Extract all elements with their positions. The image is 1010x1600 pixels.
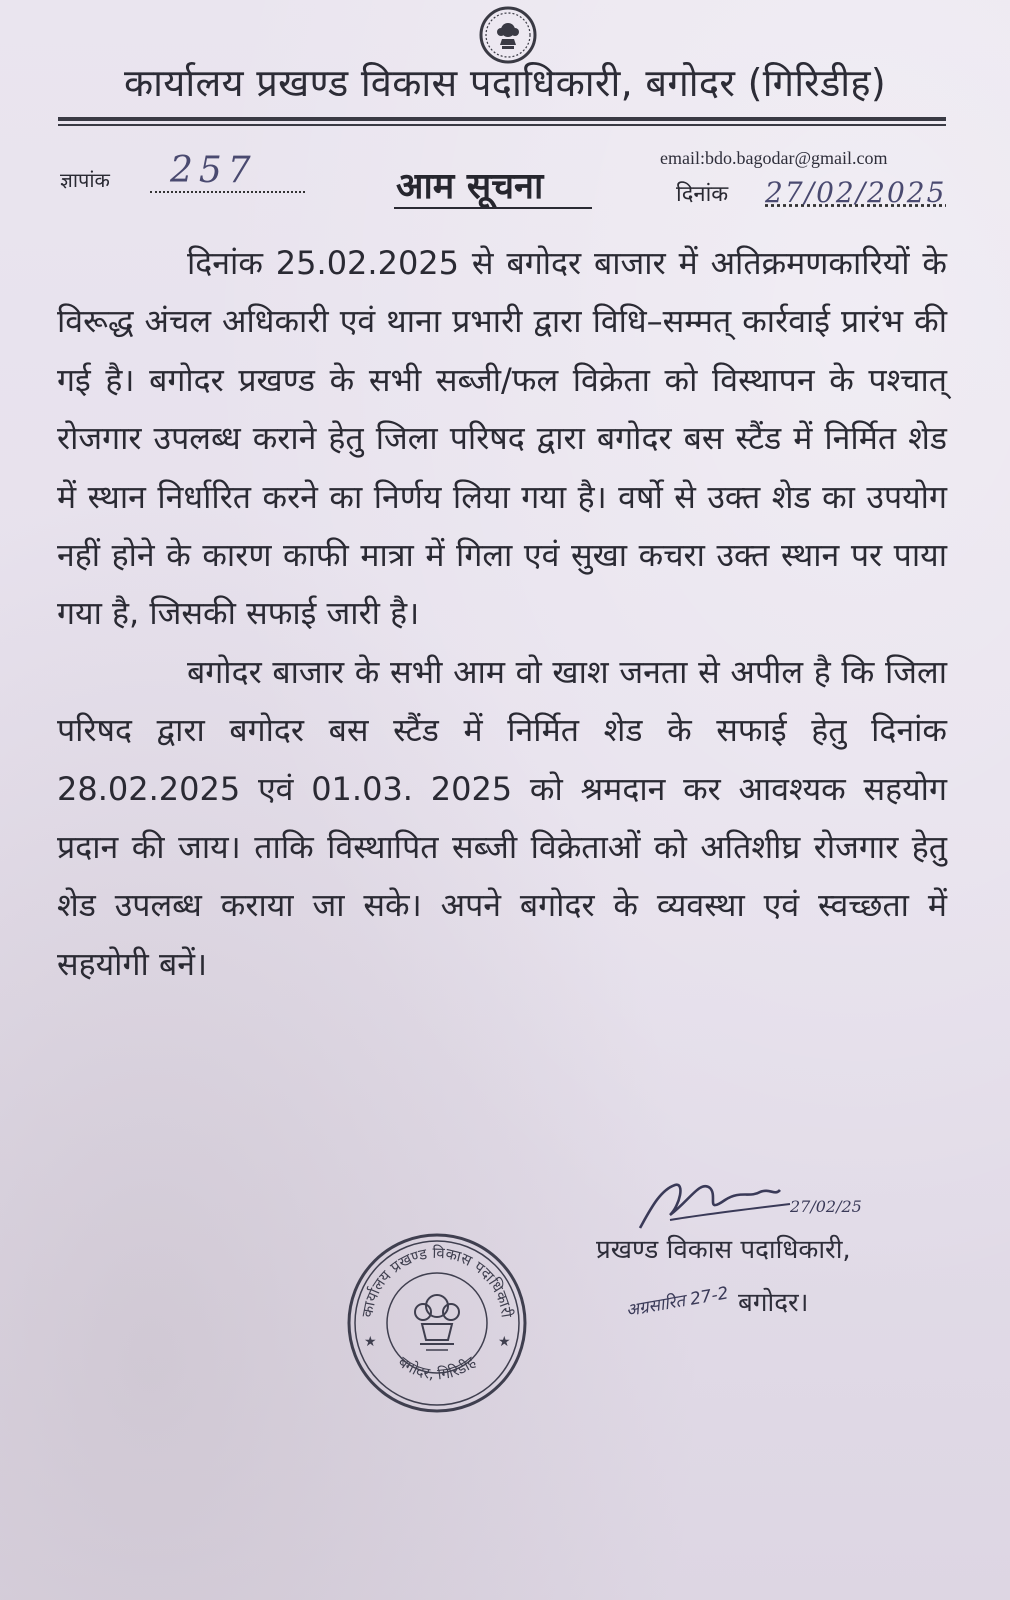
designation-place: बगोदर। xyxy=(738,1288,809,1318)
stamp-text-top: कार्यालय प्रखण्ड विकास पदाधिकारी xyxy=(358,1243,516,1319)
stamp-text-bottom: बगोदर, गिरिडीह xyxy=(394,1352,480,1384)
body-paragraph: बगोदर बाजार के सभी आम वो खाश जनता से अपील है कि जिला परिषद द्वारा बगोदर बस स्टैंड में निर्मित शेड के सफाई हेतु दिनांक 28.02.2025 एवं 01.03. 2025 को श्रमदान कर आवश्यक सहयोग प्रदान की जाय। ताकि विस्थापित सब्जी विक्रेताओं को अतिशीघ्र रोजगार हेतु शेड उपलब्ध कराया जा सके। अपने बगोदर के व्यवस्था एवं स्वच्छता में सहयोगी बनें। xyxy=(57,652,947,983)
memo-dotted-line xyxy=(150,191,305,193)
signature-date: 27/02/25 xyxy=(790,1197,862,1216)
header-rule-thin xyxy=(58,124,946,126)
notice-heading: आम सूचना xyxy=(396,166,544,207)
notice-body xyxy=(57,234,947,993)
date-label: दिनांक xyxy=(676,182,729,207)
handwritten-forwarding-note xyxy=(625,1280,755,1340)
svg-text:बगोदर, गिरिडीह xyxy=(395,1352,480,1383)
designation: प्रखण्ड विकास पदाधिकारी, xyxy=(596,1235,851,1265)
office-email: email:bdo.bagodar@gmail.com xyxy=(660,148,888,168)
header-rule-thick xyxy=(58,117,946,121)
heading-underline xyxy=(394,207,592,209)
memo-number: 257 xyxy=(170,150,257,191)
svg-text:★: ★ xyxy=(364,1334,377,1350)
svg-text:अग्रसारित 27-2: अग्रसारित 27-2 xyxy=(625,1283,730,1322)
office-title: कार्यालय प्रखण्ड विकास पदाधिकारी, बगोदर (गिरिडीह) xyxy=(123,61,887,105)
office-seal-icon xyxy=(342,1228,532,1418)
svg-text:★: ★ xyxy=(498,1334,511,1350)
body-paragraph: दिनांक 25.02.2025 से बगोदर बाजार में अतिक्रमणकारियों के विरूद्ध अंचल अधिकारी एवं थाना प्रभारी द्वारा विधि–सम्मत् कार्रवाई प्रारंभ की गई है। बगोदर प्रखण्ड के सभी सब्जी/फल विक्रेता को विस्थापन के पश्चात् रोजगार उपलब्ध कराने हेतु जिला परिषद द्वारा बगोदर बस स्टैंड में निर्मित शेड में स्थान निर्धारित करने का निर्णय लिया गया है। वर्षो से उक्त शेड का उपयोग नहीं होने के कारण काफी मात्रा में गिला एवं सुखा कचरा उक्त स्थान पर पाया गया है, जिसकी सफाई जारी है। xyxy=(57,244,947,633)
notice-date: 27/02/2025 xyxy=(765,176,947,209)
memo-label: ज्ञापांक xyxy=(60,168,110,192)
